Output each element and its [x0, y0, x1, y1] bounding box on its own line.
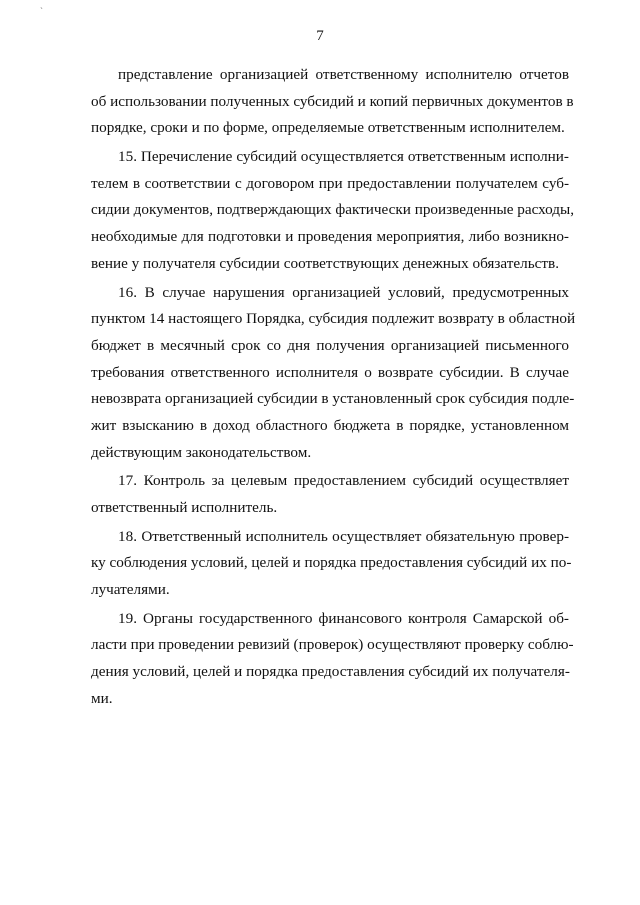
text-line: представление организацией ответственному исполнителю отчетов [118, 66, 569, 83]
text-line: телем в соответствии с договором при предоставлении получателем суб- [91, 174, 569, 192]
text-line: вение у получателя субсидии соответствующих денежных обязательств. [91, 254, 559, 272]
text-line: сидии документов, подтверждающих фактически произведенные расходы, [91, 201, 575, 219]
text-line: дения условий, целей и порядка предоставления субсидий их получателя- [91, 663, 570, 681]
paragraph-14-continuation [91, 62, 574, 142]
text-line: жит взысканию в доход областного бюджета в порядке, установленном [91, 416, 569, 434]
page-number: 7 [316, 28, 324, 44]
paragraph-15 [91, 144, 575, 277]
text-line: 15. Перечисление субсидий осуществляется ответственным исполни- [118, 148, 569, 166]
text-line: ответственный исполнитель. [91, 499, 278, 516]
text-line: ласти при проведении ревизий (проверок) осуществляют проверку соблю- [91, 636, 574, 654]
text-line: пунктом 14 настоящего Порядка, субсидия подлежит возврату в областной [91, 310, 576, 328]
text-line: требования ответственного исполнителя о возврате субсидии. В случае [91, 363, 569, 381]
text-line: бюджет в месячный срок со дня получения организацией письменного [91, 336, 569, 354]
text-line: ми. [91, 689, 113, 707]
text-line: 16. В случае нарушения организацией условий, предусмотренных [118, 283, 569, 301]
paragraph-19 [91, 606, 574, 713]
text-line: 18. Ответственный исполнитель осуществляет обязательную провер- [118, 527, 569, 545]
text-line: об использовании полученных субсидий и копий первичных документов в [91, 92, 574, 110]
paragraph-16 [91, 280, 576, 467]
paragraph-17 [91, 468, 569, 521]
document-body [91, 62, 576, 715]
paragraph-18 [91, 524, 572, 604]
text-line: необходимые для подготовки и проведения мероприятия, либо возникно- [91, 228, 569, 246]
text-line: невозврата организацией субсидии в установленный срок субсидия подле- [91, 390, 575, 408]
text-line: лучателями. [91, 581, 170, 599]
text-line: ку соблюдения условий, целей и порядка предоставления субсидий их по- [91, 554, 572, 572]
text-line: порядке, сроки и по форме, определяемые ответственным исполнителем. [91, 119, 565, 137]
text-line: действующим законодательством. [91, 443, 312, 461]
text-line: 17. Контроль за целевым предоставлением субсидий осуществляет [118, 472, 569, 490]
margin-mark: ` [40, 6, 43, 16]
text-line: 19. Органы государственного финансового контроля Самарской об- [118, 609, 569, 627]
